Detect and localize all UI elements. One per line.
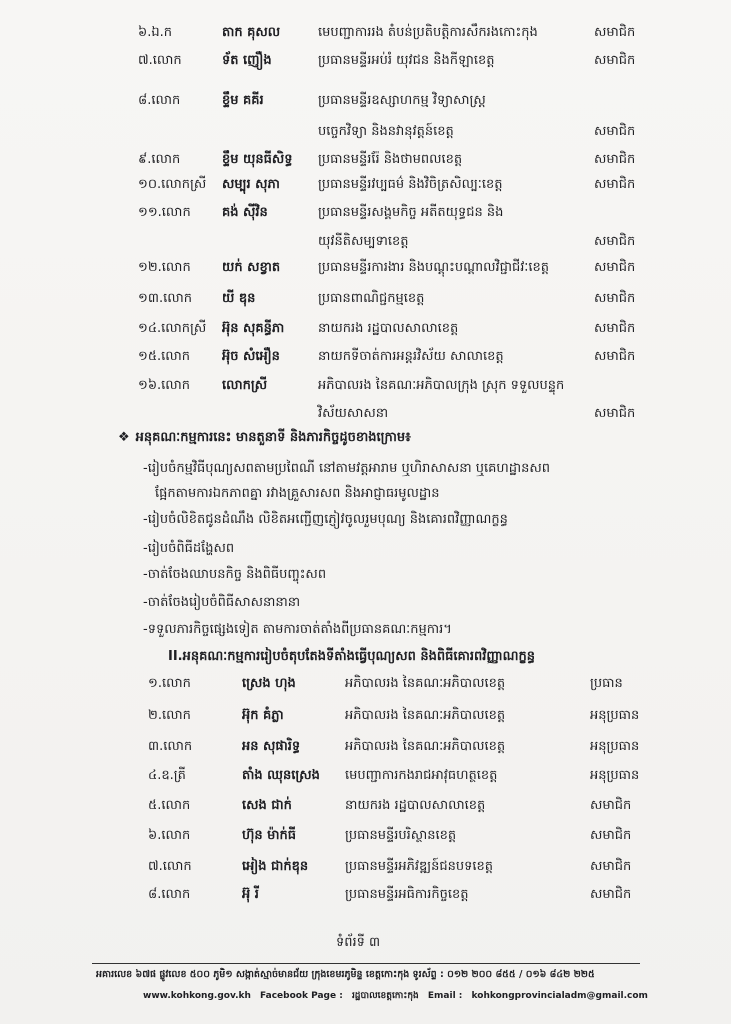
member-position: នាយករង រដ្ឋបាលសាលាខេត្ត (345, 798, 486, 813)
member-role: សមាជិក (594, 124, 636, 139)
member-number: ១៥.លោក (138, 349, 191, 364)
member-name: យី ឌុន (222, 291, 256, 306)
member-position: អភិបាលរង នៃគណៈអភិបាលខេត្ត (345, 739, 506, 754)
member-role: អនុប្រធាន (590, 739, 640, 754)
member-position: ប្រធានមន្ទីររ៉ែ និងថាមពលខេត្ត (318, 152, 463, 167)
task-item: ផ្អែកតាមការឯកភាពគ្នា រវាងគ្រួសារសព និងអាជ្ញាធរមូលដ្ឋាន (155, 486, 440, 501)
task-item: -រៀបចំកម្មវិធីបុណ្យសពតាមប្រពៃណី នៅតាមវត្តអារាម ឬហិរាសាសនា ឬគេហដ្ឋានសព (143, 461, 551, 476)
member-role: សមាជិក (594, 234, 636, 249)
member-name: តាំង ឈុនស្រេង (242, 768, 320, 783)
member-position: មេបញ្ជាការកងរាជអាវុធហត្ថខេត្ត (345, 768, 498, 783)
member-row (0, 792, 731, 820)
member-name: ខ្ទឹម យុនធីសិទ្ធ (222, 152, 293, 167)
member-role: សមាជិក (594, 406, 636, 421)
member-number: ៨.លោក (138, 93, 181, 108)
member-number: ៧.លោក (148, 859, 192, 874)
member-number: ៦.ឯ.ក (138, 25, 172, 40)
member-position: ប្រធានមន្ទីរអភិវឌ្ឍន៍ជនបទខេត្ត (345, 859, 494, 874)
position-continuation: យុវនីតិសម្បទាខេត្ត (318, 234, 409, 249)
member-row (0, 372, 731, 400)
member-position: អភិបាលរង នៃគណៈអភិបាលខេត្ត (345, 676, 506, 691)
member-number: ៥.លោក (148, 798, 191, 813)
member-row (0, 853, 731, 881)
member-number: ១២.លោក (138, 260, 191, 275)
diamond-bullet-icon: ❖ (118, 430, 130, 445)
member-role: សមាជិក (594, 349, 636, 364)
member-row (0, 146, 731, 174)
position-continuation: បច្ចេកវិទ្យា និងនវានុវត្តន៍ខេត្ត (318, 124, 454, 139)
member-position: ប្រធានមន្ទីរបរិស្ថានខេត្ត (345, 828, 457, 843)
member-name: អ៊ុក គំភ្លា (242, 708, 284, 723)
page-number: ទំព័រទី ៣ (336, 935, 381, 950)
member-name: អ៊ុច សំអឿន (222, 349, 280, 364)
member-row (0, 733, 731, 761)
member-row (0, 315, 731, 343)
member-number: ១.លោក (148, 676, 191, 691)
member-row (0, 199, 731, 227)
footer-email[interactable]: kohkongprovincialadm@gmail.com (471, 991, 648, 1001)
footer-email-label: Email : (427, 991, 463, 1001)
member-number: ៩.លោក (138, 152, 181, 167)
member-row (0, 171, 731, 199)
member-row (0, 47, 731, 75)
member-position: ប្រធានមន្ទីរសង្គមកិច្ច អតីតយុទ្ធជន និង (318, 205, 504, 220)
member-role: សមាជិក (594, 291, 636, 306)
member-position: នាយករង រដ្ឋបាលសាលាខេត្ត (318, 321, 459, 336)
member-name: អ៊ុ រី (242, 887, 259, 902)
member-role: សមាជិក (594, 25, 636, 40)
member-row (0, 822, 731, 850)
member-name: សេង ជាក់ (242, 798, 292, 813)
member-number: ៤.ឧ.ត្រី (148, 768, 186, 783)
member-number: ១១.លោក (138, 205, 191, 220)
member-name: តាក គុសល (222, 25, 281, 40)
member-row (0, 19, 731, 47)
member-name: ហ៊ុន ម៉ាក់ធី (242, 828, 297, 843)
member-role: អនុប្រធាន (590, 768, 640, 783)
task-item: -ចាត់ចែងរៀបចំពិធីសាសនានានា (143, 595, 301, 610)
footer-facebook-name[interactable]: រដ្ឋបាលខេត្តកោះកុង (351, 991, 419, 1001)
member-name: គង់ ស៊ីវិន (222, 205, 268, 220)
position-continuation: វិស័យសាសនា (318, 406, 389, 421)
member-name: សម្បុរ សុភា (222, 177, 280, 192)
footer-website[interactable]: www.kohkong.gov.kh (143, 991, 251, 1001)
member-position: មេបញ្ជាការរង តំបន់ប្រតិបត្តិការសឹករងកោះកុង (318, 25, 538, 40)
member-role: សមាជិក (590, 798, 632, 813)
task-item: -រៀបចំលិខិតជូនដំណឹង លិខិតអញ្ជើញភ្ញៀវចូលរួមបុណ្យ និងគោរពវិញ្ញាណក្ខន្ធ (143, 512, 508, 527)
footer-address: អគារលេខ ៦៧ផ ផ្លូវលេខ ៥០០ ភូមិ១ សង្កាត់ស្មាច់មានជ័យ ក្រុងខេមរភូមិន្ទ ខេត្តកោះកុង ទូរស័ព្ទ : ០១២ ២០០ ៨៥៥ / ០១៦ ៨៤២ ២២៥ (96, 969, 595, 980)
member-number: ៧.លោក (138, 53, 182, 68)
member-role: សមាជិក (594, 152, 636, 167)
member-number: ១០.លោកស្រី (138, 177, 207, 192)
section-heading-a: ❖ អនុគណៈកម្មការនេះ មានតួនាទី និងភារកិច្ចដូចខាងក្រោម៖ (118, 430, 411, 445)
member-role: សមាជិក (594, 53, 636, 68)
member-number: ៨.លោក (148, 887, 191, 902)
member-role: សមាជិក (594, 260, 636, 275)
member-role: សមាជិក (590, 828, 632, 843)
member-row (0, 285, 731, 313)
member-name: អៀង ជាក់ឌុន (242, 859, 309, 874)
footer-facebook-label: Facebook Page : (260, 991, 343, 1001)
member-role: សមាជិក (590, 887, 632, 902)
task-item: -ទទួលភារកិច្ចផ្សេងទៀត តាមការចាត់តាំងពីប្រធានគណៈកម្មការ។ (143, 622, 452, 637)
member-number: ១៣.លោក (138, 291, 192, 306)
member-row (0, 254, 731, 282)
member-position: អភិបាលរង នៃគណៈអភិបាលក្រុង ស្រុក ទទួលបន្ទុក (318, 378, 565, 393)
member-name: ស្រេង ហុង (242, 676, 296, 691)
member-role: សមាជិក (594, 321, 636, 336)
member-row (0, 762, 731, 790)
member-number: ១៦.លោក (138, 378, 191, 393)
member-name: អ៊ុន សុគន្ធីភា (222, 321, 285, 336)
member-row (0, 670, 731, 698)
member-position: ប្រធានមន្ទីរការងារ និងបណ្តុះបណ្តាលវិជ្ជាជីវៈខេត្ត (318, 260, 549, 275)
member-row (0, 881, 731, 909)
member-position: ប្រធានមន្ទីរអប់រំ យុវជន និងកីឡាខេត្ត (318, 53, 495, 68)
footer-contacts (143, 990, 654, 1003)
member-position: អភិបាលរង នៃគណៈអភិបាលខេត្ត (345, 708, 506, 723)
member-number: ៦.លោក (148, 828, 191, 843)
footer-divider (92, 963, 640, 964)
member-row (0, 343, 731, 371)
member-role: សមាជិក (590, 859, 632, 874)
member-role: ប្រធាន (590, 676, 623, 691)
member-number: ២.លោក (148, 708, 191, 723)
member-row (0, 702, 731, 730)
member-position: ប្រធានមន្ទីរវប្បធម៌ និងវិចិត្រសិល្បៈខេត្ត (318, 177, 503, 192)
member-role: អនុប្រធាន (590, 708, 640, 723)
member-row (0, 87, 731, 115)
section-heading-b: II.អនុគណៈកម្មការរៀបចំតុបតែងទីតាំងធ្វើបុណ្យសព និងពិធីគោរពវិញ្ញាណក្ខន្ធ (168, 649, 536, 664)
member-name: ទ័ត ញឿង (222, 53, 272, 68)
member-number: ៣.លោក (148, 739, 193, 754)
member-position: នាយកទីចាត់ការអន្តរវិស័យ សាលាខេត្ត (318, 349, 504, 364)
task-item: -រៀបចំពិធីដង្ហែសព (143, 541, 235, 556)
member-position: ប្រធានពាណិជ្ជកម្មខេត្ត (318, 291, 425, 306)
member-position: ប្រធានមន្ទីរឧស្សាហកម្ម វិទ្យាសាស្ត្រ (318, 93, 486, 108)
member-role: សមាជិក (594, 177, 636, 192)
member-name: ខ្ទឹម គគីរ (222, 93, 264, 108)
member-name: អន សុផារិទ្ធ (242, 739, 301, 754)
task-item: -ចាត់ចែងឈាបនកិច្ច និងពិធីបញ្ចុះសព (143, 567, 327, 582)
member-number: ១៤.លោកស្រី (138, 321, 207, 336)
member-position: ប្រធានមន្ទីរអធិការកិច្ចខេត្ត (345, 887, 469, 902)
member-name: យក់ សខ្វាត (222, 260, 281, 275)
member-name: លោកស្រី (222, 378, 268, 393)
